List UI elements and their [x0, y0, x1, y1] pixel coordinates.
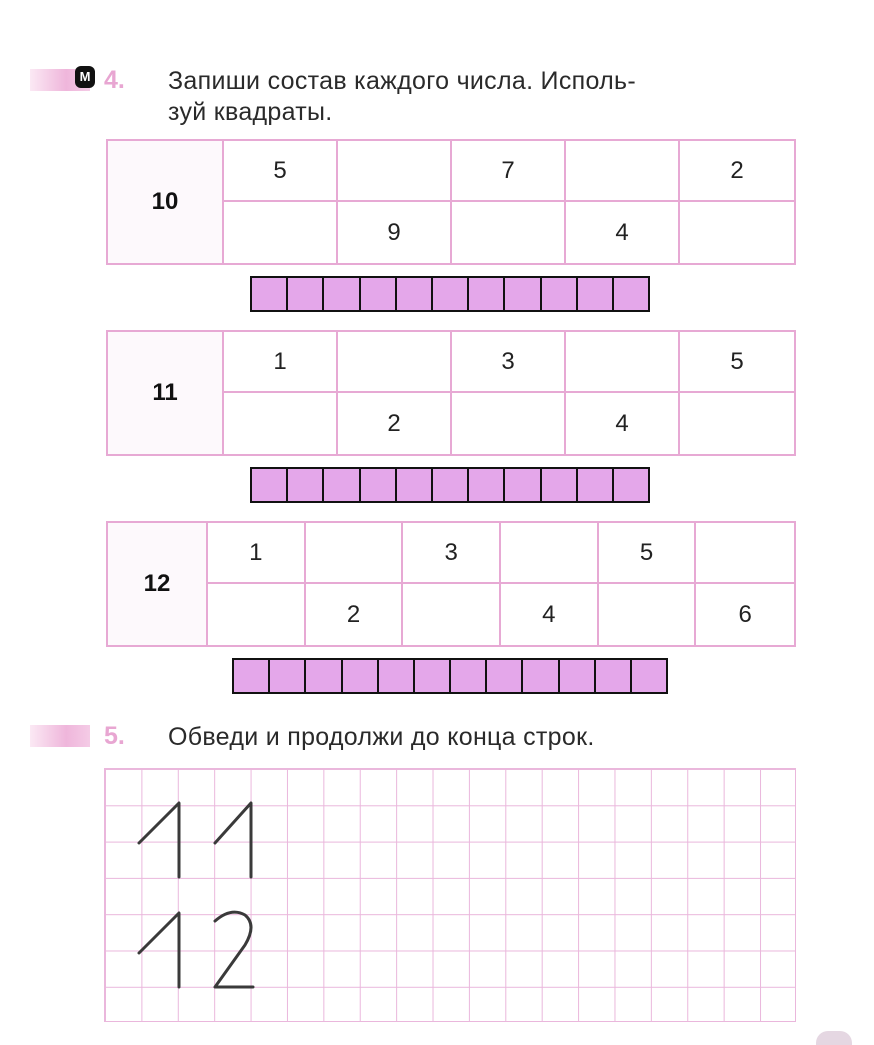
writing-grid[interactable] — [104, 768, 796, 1022]
composition-cell[interactable] — [338, 141, 452, 202]
counting-square — [433, 278, 469, 310]
composition-cell[interactable] — [452, 393, 566, 454]
counting-square — [252, 469, 288, 501]
counting-square — [288, 469, 324, 501]
composition-cell[interactable] — [599, 584, 697, 645]
trace-digit-1 — [215, 803, 251, 877]
counting-square — [505, 278, 541, 310]
composition-cell[interactable] — [338, 332, 452, 393]
composition-cell[interactable]: 1 — [208, 523, 306, 584]
counting-square — [234, 660, 270, 692]
counting-square — [306, 660, 342, 692]
composition-cells — [224, 332, 794, 454]
composition-cell[interactable]: 5 — [680, 332, 794, 393]
trace-digit-2 — [215, 912, 253, 987]
composition-cell[interactable]: 3 — [403, 523, 501, 584]
counting-square — [451, 660, 487, 692]
counting-square — [614, 469, 648, 501]
counting-square — [469, 469, 505, 501]
counting-square — [560, 660, 596, 692]
task5-number: 5. — [104, 722, 125, 750]
composition-cell[interactable] — [680, 393, 794, 454]
composition-cells — [224, 141, 794, 263]
squares-bar-11 — [250, 467, 650, 503]
counting-square — [596, 660, 632, 692]
composition-cell[interactable] — [501, 523, 599, 584]
composition-cell[interactable] — [452, 202, 566, 263]
counting-square — [397, 278, 433, 310]
composition-cell[interactable] — [208, 584, 306, 645]
composition-table-12 — [106, 521, 796, 647]
composition-table-11 — [106, 330, 796, 456]
counting-square — [578, 469, 614, 501]
composition-cell[interactable]: 4 — [566, 202, 680, 263]
counting-square — [270, 660, 306, 692]
counting-square — [614, 278, 648, 310]
counting-square — [288, 278, 324, 310]
m-badge-icon: М — [75, 66, 95, 88]
composition-cell[interactable]: 4 — [566, 393, 680, 454]
trace-digit-1 — [139, 913, 179, 987]
squares-bar-10 — [250, 276, 650, 312]
composition-cell[interactable] — [566, 141, 680, 202]
counting-square — [487, 660, 523, 692]
composition-cell[interactable]: 5 — [224, 141, 338, 202]
task5-text: Обведи и продолжи до конца строк. — [168, 723, 595, 751]
composition-cell[interactable]: 2 — [680, 141, 794, 202]
composition-cell[interactable] — [403, 584, 501, 645]
counting-square — [469, 278, 505, 310]
counting-square — [542, 469, 578, 501]
composition-cell[interactable]: 7 — [452, 141, 566, 202]
page-corner-tab — [816, 1031, 852, 1045]
composition-cell[interactable] — [566, 332, 680, 393]
composition-table-10 — [106, 139, 796, 265]
trace-digit-1 — [139, 803, 179, 877]
counting-square — [433, 469, 469, 501]
composition-cell[interactable]: 3 — [452, 332, 566, 393]
counting-square — [415, 660, 451, 692]
composition-cell[interactable] — [696, 523, 794, 584]
task4-line1: Запиши состав каждого числа. Исполь- — [168, 67, 636, 95]
tracing-digits — [105, 769, 797, 1023]
composition-cell[interactable]: 9 — [338, 202, 452, 263]
composition-cells — [208, 523, 794, 645]
counting-square — [252, 278, 288, 310]
counting-square — [523, 660, 559, 692]
task5-marker — [30, 725, 90, 747]
composition-cell[interactable]: 5 — [599, 523, 697, 584]
counting-square — [343, 660, 379, 692]
counting-square — [578, 278, 614, 310]
composition-cell[interactable] — [306, 523, 404, 584]
composition-cell[interactable]: 1 — [224, 332, 338, 393]
counting-square — [505, 469, 541, 501]
whole-number: 11 — [108, 332, 224, 454]
composition-cell[interactable] — [680, 202, 794, 263]
composition-cell[interactable]: 4 — [501, 584, 599, 645]
whole-number: 12 — [108, 523, 208, 645]
counting-square — [361, 469, 397, 501]
composition-cell[interactable]: 6 — [738, 600, 752, 628]
composition-cell[interactable]: 2 — [338, 393, 452, 454]
counting-square — [361, 278, 397, 310]
counting-square — [324, 469, 360, 501]
task4-line2: зуй квадраты. — [168, 98, 333, 126]
composition-cell[interactable] — [224, 202, 338, 263]
counting-square — [397, 469, 433, 501]
counting-square — [542, 278, 578, 310]
counting-square — [632, 660, 666, 692]
task4-number: 4. — [104, 66, 125, 94]
counting-square — [324, 278, 360, 310]
composition-cell[interactable]: 2 — [306, 584, 404, 645]
counting-square — [379, 660, 415, 692]
squares-bar-12 — [232, 658, 668, 694]
composition-cell[interactable] — [224, 393, 338, 454]
whole-number: 10 — [108, 141, 224, 263]
